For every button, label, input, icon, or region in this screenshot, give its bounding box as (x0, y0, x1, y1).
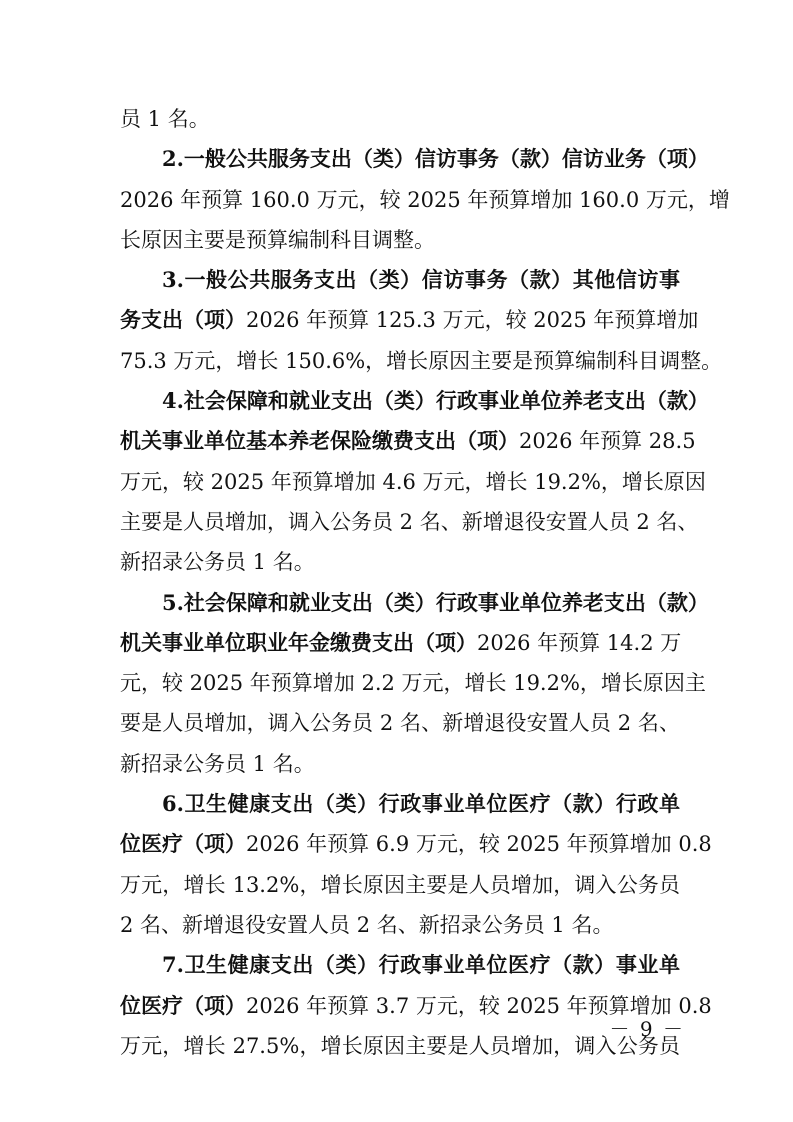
paragraph-line (120, 623, 680, 663)
text-run: 主要是人员增加，调入公务员 2 名、新增退役安置人员 2 名、 (120, 509, 699, 534)
page-number: － 9 － (609, 1017, 685, 1041)
text-run: 新招录公务员 1 名。 (120, 751, 315, 776)
paragraph-line (120, 744, 680, 784)
paragraph-line (120, 180, 730, 220)
paragraph-line (120, 220, 680, 260)
text-run: 长原因主要是预算编制科目调整。 (120, 227, 435, 252)
text-run: 要是人员增加，调入公务员 2 名、新增退役安置人员 2 名、 (120, 711, 680, 736)
paragraph-line (120, 300, 699, 340)
text-run: 元，较 2025 年预算增加 2.2 万元，增长 19.2%，增长原因主 (120, 671, 706, 696)
text-run: 2 名、新增退役安置人员 2 名、新招录公务员 1 名。 (120, 912, 614, 937)
paragraph-line (120, 905, 680, 945)
text-run: 2026 年预算 6.9 万元，较 2025 年预算增加 0.8 (246, 832, 712, 857)
text-run: 新招录公务员 1 名。 (120, 550, 315, 575)
bold-run: 务支出（项） (120, 307, 246, 333)
paragraph-line (120, 865, 680, 905)
text-run: 2026 年预算 14.2 万 (477, 630, 682, 655)
paragraph-line (120, 986, 712, 1026)
text-run: 万元，较 2025 年预算增加 4.6 万元，增长 19.2%，增长原因 (120, 469, 706, 494)
text-run: 万元，增长 13.2%，增长原因主要是人员增加，调入公务员 (120, 872, 680, 897)
paragraph-line (120, 341, 723, 381)
paragraph-line (120, 99, 680, 139)
bold-run: 2.一般公共服务支出（类）信访事务（款）信访业务（项） (162, 146, 709, 172)
bold-run: 3.一般公共服务支出（类）信访事务（款）其他信访事 (162, 267, 680, 293)
text-run: 员 1 名。 (120, 107, 210, 131)
document-body (120, 99, 730, 1066)
bold-run: 机关事业单位基本养老保险缴费支出（项） (120, 428, 519, 454)
text-run: 2026 年预算 125.3 万元，较 2025 年预算增加 (246, 308, 699, 333)
bold-run: 5.社会保障和就业支出（类）行政事业单位养老支出（款） (162, 589, 709, 615)
text-run: 2026 年预算 160.0 万元，较 2025 年预算增加 160.0 万元，增 (120, 187, 730, 212)
text-run: 2026 年预算 3.7 万元，较 2025 年预算增加 0.8 (246, 993, 712, 1018)
bold-run: 机关事业单位职业年金缴费支出（项） (120, 629, 477, 655)
text-run: 万元，增长 27.5%，增长原因主要是人员增加，调入公务员 (120, 1033, 680, 1058)
paragraph-line (120, 381, 709, 421)
text-run: 2026 年预算 28.5 (519, 429, 696, 454)
paragraph-line (120, 542, 680, 582)
paragraph-line (120, 583, 709, 623)
paragraph-line (120, 824, 712, 864)
bold-run: 位医疗（项） (120, 831, 246, 857)
paragraph-line (120, 421, 696, 461)
paragraph-line (120, 502, 699, 542)
bold-run: 6.卫生健康支出（类）行政事业单位医疗（款）行政单 (162, 791, 680, 817)
paragraph-line (120, 784, 680, 824)
bold-run: 位医疗（项） (120, 992, 246, 1018)
paragraph-line (120, 945, 680, 985)
paragraph-line (120, 260, 680, 300)
bold-run: 7.卫生健康支出（类）行政事业单位医疗（款）事业单 (162, 952, 680, 978)
paragraph-line (120, 703, 680, 743)
paragraph-line (120, 139, 709, 179)
bold-run: 4.社会保障和就业支出（类）行政事业单位养老支出（款） (162, 388, 709, 414)
paragraph-line (120, 663, 706, 703)
text-run: 75.3 万元，增长 150.6%，增长原因主要是预算编制科目调整。 (120, 348, 723, 373)
paragraph-line (120, 1026, 680, 1066)
paragraph-line (120, 462, 706, 502)
